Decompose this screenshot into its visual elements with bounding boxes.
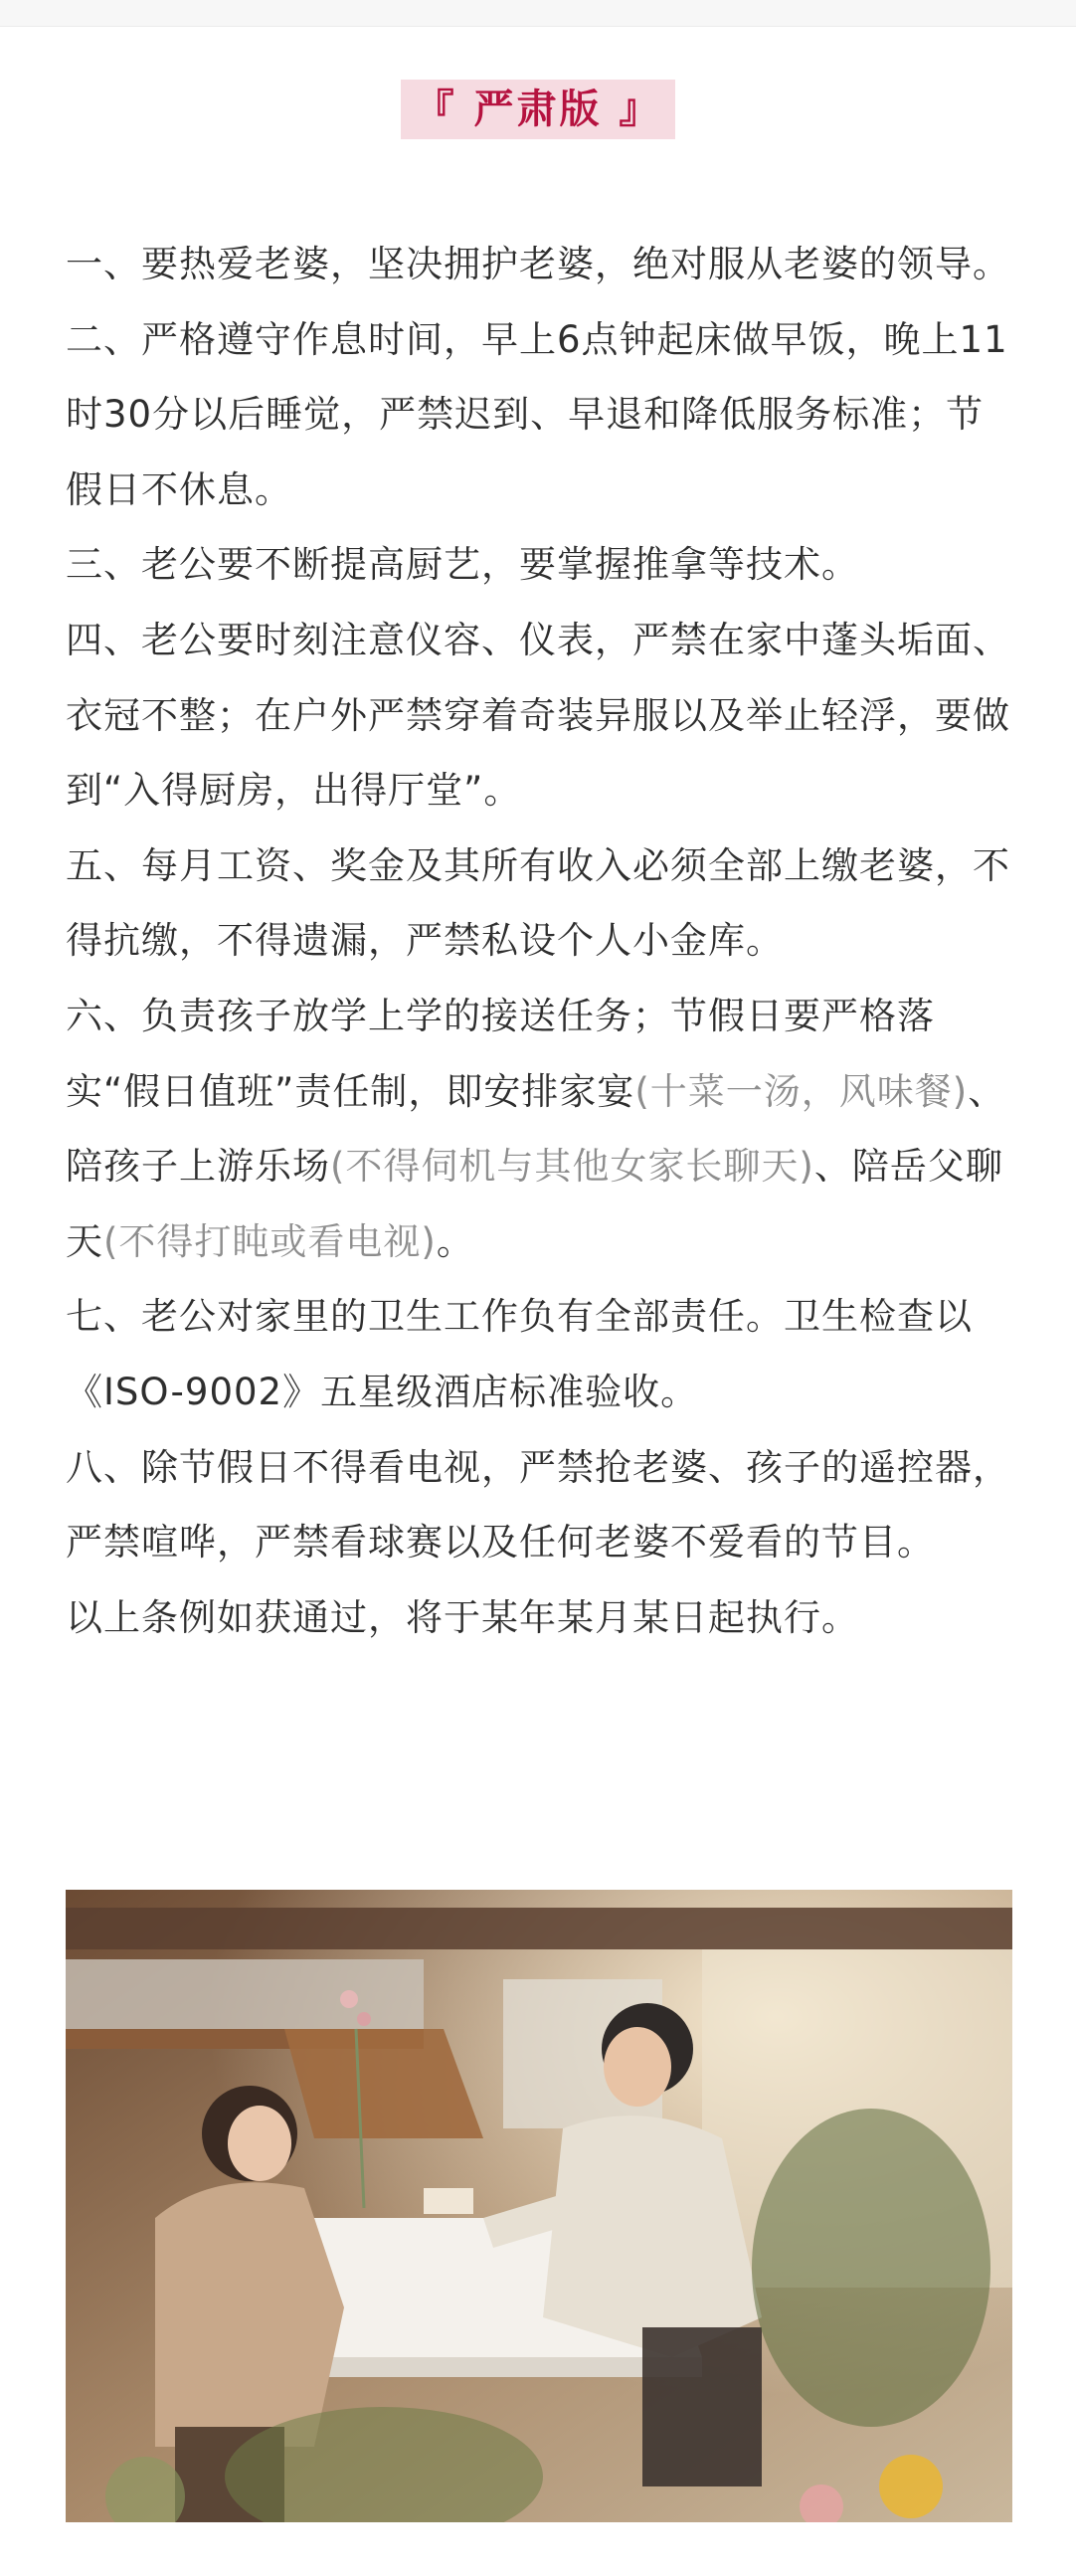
rule-text: 六、负责孩子放学上学的接送任务；节假日要严格落实“假日值班”责任制，即安排家宴 (66, 994, 935, 1113)
rule-text: 、陪孩子上游乐场 (66, 1069, 1006, 1189)
section-title-wrap (0, 80, 1076, 139)
rule-text: 四、老公要时刻注意仪容、仪表，严禁在家中蓬头垢面、衣冠不整；在户外严禁穿着奇装异服以及举止轻浮，要做到“入得厨房，出得厅堂”。 (66, 618, 1010, 813)
rule-text: 二、严格遵守作息时间，早上6点钟起床做早饭，晚上11时30分以后睡觉，严禁迟到、早退和降低服务标准；节假日不休息。 (66, 317, 1008, 511)
rule-paragraph (66, 1430, 1012, 1580)
rule-text: 。 (436, 1219, 474, 1263)
rule-paragraph (66, 302, 1012, 528)
rule-paragraph (66, 603, 1012, 828)
couple-cafe-photo (66, 1890, 1012, 2522)
rule-text: 八、除节假日不得看电视，严禁抢老婆、孩子的遥控器，严禁喧哗，严禁看球赛以及任何老婆不爱看的节目。 (66, 1445, 1010, 1564)
rule-note-text: (十菜一汤，风味餐) (634, 1069, 969, 1113)
rule-paragraph (66, 1580, 1012, 1656)
article-body (66, 227, 1012, 1655)
section-title: 『 严肃版 』 (401, 80, 676, 139)
rule-text: 三、老公要不断提高厨艺，要掌握推拿等技术。 (66, 543, 859, 587)
rule-paragraph (66, 527, 1012, 603)
rule-note-text: (不得伺机与其他女家长聊天) (330, 1145, 814, 1189)
rule-paragraph (66, 227, 1012, 302)
rule-text: 一、要热爱老婆，坚决拥护老婆，绝对服从老婆的领导。 (66, 243, 1010, 285)
rule-paragraph (66, 828, 1012, 979)
rule-paragraph (66, 1279, 1012, 1429)
rule-text: 五、每月工资、奖金及其所有收入必须全部上缴老婆，不得抗缴，不得遗漏，严禁私设个人小金库。 (66, 843, 1010, 963)
rule-text: 七、老公对家里的卫生工作负有全部责任。卫生检查以《ISO-9002》五星级酒店标准验收。 (66, 1295, 973, 1413)
rule-text: 以上条例如获通过，将于某年某月某日起执行。 (66, 1595, 859, 1639)
rule-note-text: (不得打盹或看电视) (103, 1219, 437, 1263)
rule-paragraph (66, 979, 1012, 1279)
rule-text: 、陪岳父聊天 (66, 1145, 1003, 1263)
top-divider-bar (0, 0, 1076, 27)
